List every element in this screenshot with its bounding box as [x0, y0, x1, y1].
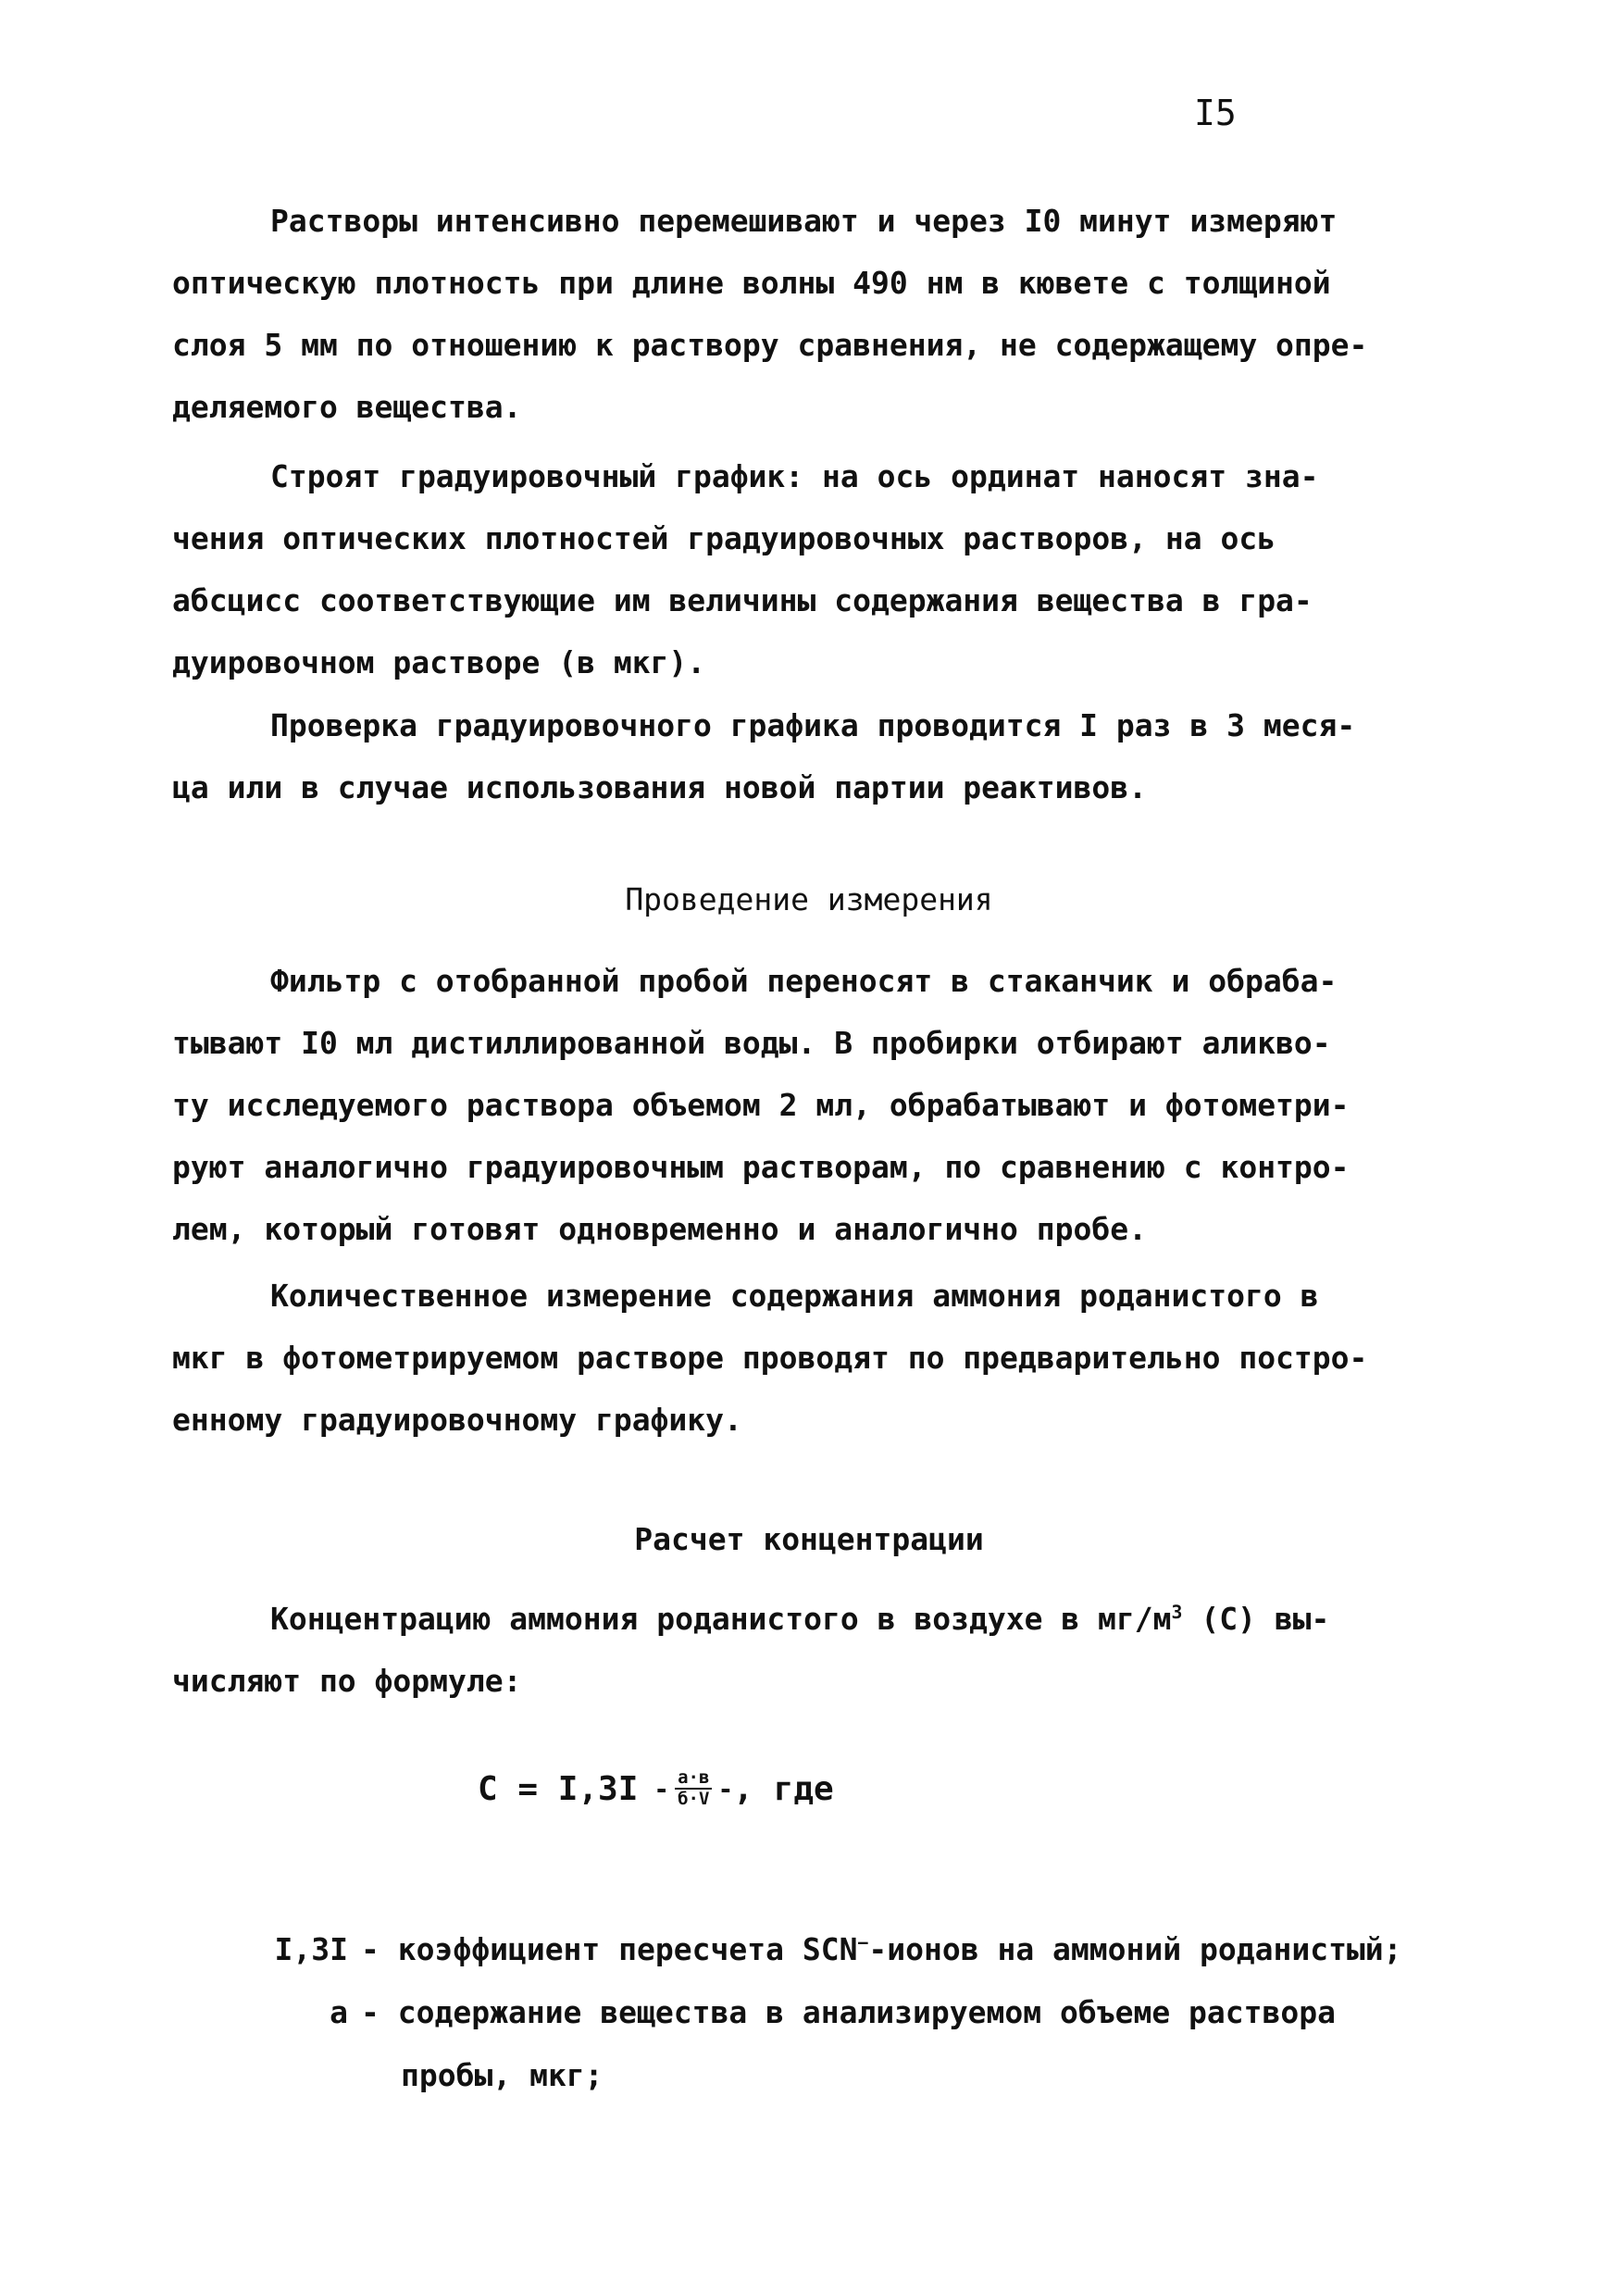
- text-line: мкг в фотометрируемом растворе проводят по предварительно постро-: [172, 1340, 1368, 1376]
- paragraph-calibration-graph: [172, 445, 1413, 693]
- text-line: [172, 1588, 1413, 1650]
- text-line: ту исследуемого раствора объемом 2 мл, обрабатывают и фотометри-: [172, 1087, 1350, 1123]
- section-heading-calculation: Расчет концентрации: [634, 1521, 984, 1557]
- definition-symbol: I,3I: [274, 1931, 348, 1967]
- text-line: числяют по формуле:: [172, 1663, 522, 1699]
- text-line: дуировочном растворе (в мкг).: [172, 644, 706, 680]
- formula-suffix: , где: [733, 1769, 834, 1808]
- paragraph-quantitative: [172, 1265, 1413, 1451]
- superscript: −: [857, 1932, 869, 1953]
- definition-text: [398, 1918, 1402, 1981]
- text-line: Строят градуировочный график: на ось ординат наносят зна-: [270, 458, 1319, 494]
- text-span: коэффициент пересчета SCN: [397, 1931, 858, 1967]
- formula-denominator: б·V: [678, 1789, 710, 1809]
- paragraph-measurement: [172, 950, 1413, 1260]
- text-span: Концентрацию аммония роданистого в воздухе в мг/м: [270, 1601, 1172, 1637]
- text-line: Количественное измерение содержания аммония роданистого в: [270, 1278, 1319, 1314]
- text-line: тывают I0 мл дистиллированной воды. В пробирки отбирают аликво-: [172, 1025, 1331, 1061]
- definition-dash: -: [361, 1994, 398, 2030]
- formula-lhs: С = I,3I: [478, 1769, 639, 1808]
- text-line: слоя 5 мм по отношению к раствору сравнения, не содержащему опре-: [172, 327, 1368, 363]
- text-line: Растворы интенсивно перемешивают и через I0 минут измеряют: [270, 203, 1338, 239]
- text-line: руют аналогично градуировочным растворам, по сравнению с контро-: [172, 1149, 1350, 1185]
- formula: [478, 1768, 834, 1809]
- paragraph-solutions: [172, 190, 1413, 438]
- text-line: енному градуировочному графику.: [172, 1402, 742, 1438]
- text-line: Фильтр с отобранной пробой переносят в стаканчик и обраба-: [270, 963, 1338, 999]
- definitions-list: [250, 1918, 1481, 2107]
- section-heading-measurement: Проведение измерения: [625, 881, 993, 917]
- text-line: лем, который готовят одновременно и аналогично пробе.: [172, 1211, 1147, 1247]
- text-line: Проверка градуировочного графика проводится I раз в 3 меся-: [270, 707, 1356, 743]
- formula-numerator: а·в: [675, 1768, 712, 1790]
- definition-dash: -: [361, 1931, 398, 1967]
- text-line: деляемого вещества.: [172, 389, 522, 425]
- definition-text: содержание вещества в анализируемом объеме раствора: [397, 1994, 1337, 2030]
- text-span: (С) вы-: [1182, 1601, 1330, 1637]
- formula-fraction: [675, 1768, 712, 1809]
- formula-dash: -: [717, 1773, 734, 1804]
- page-number: I5: [1194, 93, 1237, 133]
- superscript: 3: [1171, 1602, 1183, 1623]
- definition-continuation: пробы, мкг;: [401, 2057, 604, 2093]
- text-span: -ионов на аммоний роданистый;: [868, 1931, 1402, 1967]
- text-line: чения оптических плотностей градуировочных растворов, на ось: [172, 520, 1276, 556]
- paragraph-graph-check: [172, 694, 1413, 818]
- text-line: абсцисс соответствующие им величины содержания вещества в гра-: [172, 582, 1313, 618]
- definition-symbol: а: [330, 1994, 348, 2030]
- formula-dash: -: [638, 1773, 670, 1804]
- paragraph-concentration: [172, 1588, 1413, 1712]
- text-line: оптическую плотность при длине волны 490 нм в кювете с толщиной: [172, 265, 1331, 301]
- text-line: ца или в случае использования новой партии реактивов.: [172, 769, 1147, 805]
- definition-item: [250, 1981, 1481, 2044]
- definition-item: [250, 1918, 1481, 1981]
